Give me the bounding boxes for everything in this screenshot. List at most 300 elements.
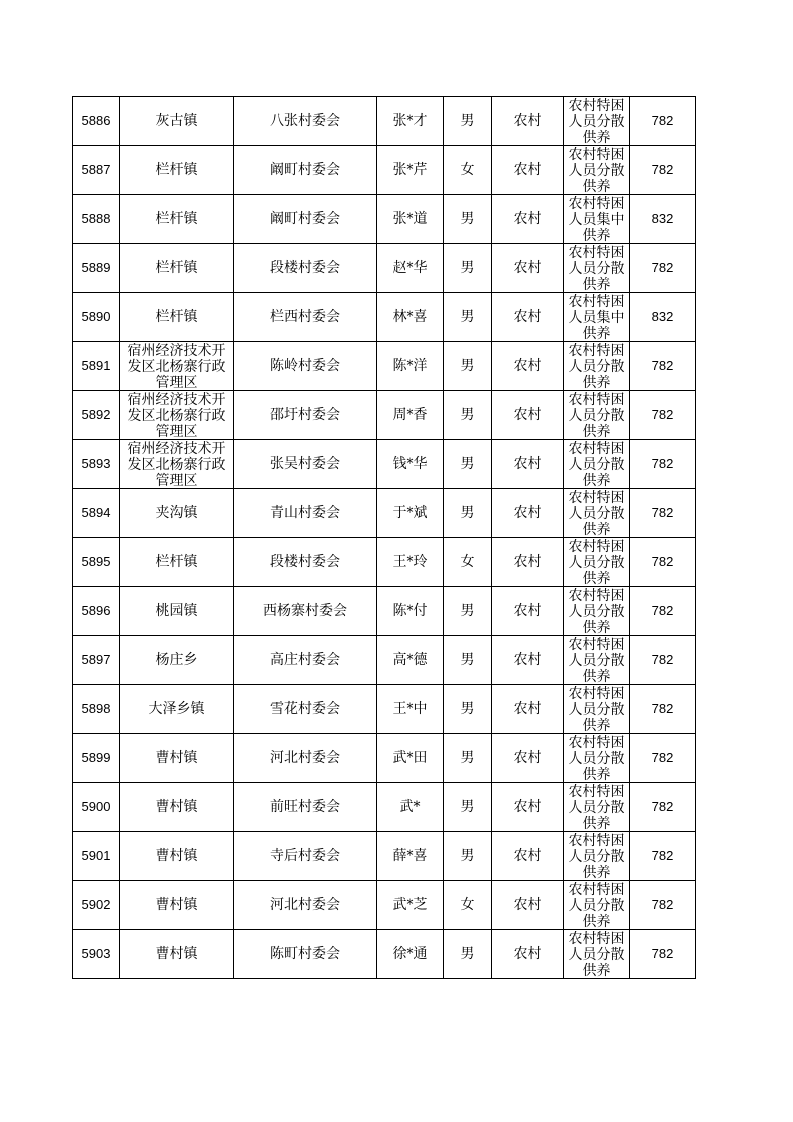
category-cell (564, 342, 630, 391)
name-cell-text: 王*玲 (392, 554, 428, 570)
category-cell (564, 685, 630, 734)
village-cell-text: 河北村委会 (270, 897, 340, 913)
area-cell (492, 244, 564, 293)
id-cell (73, 538, 120, 587)
id-cell-text: 5891 (81, 358, 111, 373)
table-row (73, 489, 696, 538)
table-row (73, 97, 696, 146)
amount-cell (630, 832, 696, 881)
id-cell-text: 5887 (81, 162, 111, 177)
id-cell-text: 5901 (81, 848, 111, 863)
gender-cell (444, 440, 492, 489)
gender-cell-text: 男 (460, 848, 475, 864)
table-row (73, 783, 696, 832)
gender-cell (444, 244, 492, 293)
gender-cell-text: 女 (460, 897, 475, 913)
village-cell (234, 489, 377, 538)
area-cell-text: 农村 (513, 603, 542, 619)
area-cell-text: 农村 (513, 505, 542, 521)
gender-cell-text: 男 (460, 456, 475, 472)
town-cell-text: 曹村镇 (155, 897, 198, 913)
amount-cell-text: 782 (651, 897, 674, 912)
town-cell-text: 曹村镇 (155, 799, 198, 815)
village-cell-text: 八张村委会 (270, 113, 340, 129)
village-cell (234, 832, 377, 881)
gender-cell (444, 636, 492, 685)
area-cell (492, 881, 564, 930)
id-cell (73, 293, 120, 342)
area-cell-text: 农村 (513, 652, 542, 668)
town-cell (120, 685, 234, 734)
area-cell (492, 538, 564, 587)
amount-cell (630, 195, 696, 244)
name-cell-text: 武*田 (392, 750, 428, 766)
amount-cell (630, 391, 696, 440)
amount-cell-text: 782 (651, 162, 674, 177)
category-cell-text: 农村特困人员集中供养 (568, 294, 625, 340)
table-row (73, 587, 696, 636)
amount-cell (630, 881, 696, 930)
name-cell (377, 293, 444, 342)
amount-cell (630, 440, 696, 489)
town-cell-text: 宿州经济技术开发区北杨寨行政管理区 (127, 392, 226, 438)
village-cell-text: 栏西村委会 (270, 309, 340, 325)
gender-cell (444, 587, 492, 636)
table-row (73, 538, 696, 587)
category-cell (564, 636, 630, 685)
table-row (73, 244, 696, 293)
id-cell (73, 832, 120, 881)
amount-cell (630, 734, 696, 783)
category-cell-text: 农村特困人员分散供养 (568, 686, 625, 732)
name-cell (377, 342, 444, 391)
category-cell (564, 734, 630, 783)
category-cell (564, 538, 630, 587)
amount-cell-text: 782 (651, 113, 674, 128)
area-cell-text: 农村 (513, 848, 542, 864)
name-cell-text: 林*喜 (392, 309, 428, 325)
category-cell (564, 489, 630, 538)
name-cell-text: 陈*洋 (392, 358, 428, 374)
gender-cell (444, 391, 492, 440)
id-cell (73, 636, 120, 685)
area-cell-text: 农村 (513, 113, 542, 129)
amount-cell-text: 782 (651, 701, 674, 716)
table-row (73, 832, 696, 881)
town-cell-text: 杨庄乡 (155, 652, 198, 668)
area-cell (492, 195, 564, 244)
category-cell-text: 农村特困人员分散供养 (568, 392, 625, 438)
amount-cell-text: 782 (651, 358, 674, 373)
category-cell-text: 农村特困人员集中供养 (568, 196, 625, 242)
village-cell (234, 97, 377, 146)
amount-cell (630, 930, 696, 979)
village-cell (234, 342, 377, 391)
gender-cell (444, 342, 492, 391)
town-cell-text: 栏杆镇 (155, 554, 198, 570)
town-cell (120, 538, 234, 587)
category-cell (564, 587, 630, 636)
name-cell (377, 587, 444, 636)
id-cell (73, 881, 120, 930)
village-cell (234, 146, 377, 195)
amount-cell-text: 832 (651, 309, 674, 324)
category-cell-text: 农村特困人员分散供养 (568, 882, 625, 928)
town-cell (120, 244, 234, 293)
village-cell (234, 293, 377, 342)
name-cell (377, 146, 444, 195)
category-cell-text: 农村特困人员分散供养 (568, 539, 625, 585)
amount-cell-text: 782 (651, 946, 674, 961)
village-cell-text: 陈岭村委会 (270, 358, 340, 374)
table-row (73, 881, 696, 930)
name-cell (377, 881, 444, 930)
area-cell (492, 489, 564, 538)
area-cell-text: 农村 (513, 211, 542, 227)
category-cell (564, 195, 630, 244)
gender-cell (444, 195, 492, 244)
amount-cell-text: 782 (651, 750, 674, 765)
category-cell-text: 农村特困人员分散供养 (568, 784, 625, 830)
town-cell (120, 146, 234, 195)
gender-cell-text: 男 (460, 750, 475, 766)
amount-cell (630, 783, 696, 832)
village-cell-text: 雪花村委会 (270, 701, 340, 717)
gender-cell-text: 男 (460, 113, 475, 129)
category-cell (564, 97, 630, 146)
record-table (72, 96, 696, 979)
amount-cell-text: 782 (651, 260, 674, 275)
id-cell (73, 97, 120, 146)
category-cell-text: 农村特困人员分散供养 (568, 343, 625, 389)
town-cell-text: 宿州经济技术开发区北杨寨行政管理区 (127, 441, 226, 487)
area-cell-text: 农村 (513, 162, 542, 178)
gender-cell (444, 734, 492, 783)
table-row (73, 391, 696, 440)
gender-cell (444, 489, 492, 538)
town-cell-text: 桃园镇 (155, 603, 198, 619)
id-cell-text: 5899 (81, 750, 111, 765)
village-cell (234, 881, 377, 930)
gender-cell-text: 男 (460, 799, 475, 815)
name-cell (377, 636, 444, 685)
amount-cell (630, 293, 696, 342)
gender-cell-text: 男 (460, 309, 475, 325)
id-cell-text: 5890 (81, 309, 111, 324)
name-cell-text: 赵*华 (392, 260, 428, 276)
category-cell (564, 832, 630, 881)
gender-cell (444, 146, 492, 195)
amount-cell-text: 782 (651, 652, 674, 667)
town-cell-text: 曹村镇 (155, 946, 198, 962)
amount-cell-text: 782 (651, 603, 674, 618)
area-cell-text: 农村 (513, 897, 542, 913)
gender-cell (444, 685, 492, 734)
amount-cell (630, 538, 696, 587)
table-row (73, 440, 696, 489)
gender-cell-text: 男 (460, 211, 475, 227)
area-cell (492, 930, 564, 979)
gender-cell-text: 男 (460, 407, 475, 423)
town-cell (120, 636, 234, 685)
area-cell (492, 440, 564, 489)
amount-cell (630, 636, 696, 685)
town-cell-text: 栏杆镇 (155, 162, 198, 178)
amount-cell (630, 685, 696, 734)
area-cell-text: 农村 (513, 750, 542, 766)
village-cell-text: 高庄村委会 (270, 652, 340, 668)
id-cell-text: 5895 (81, 554, 111, 569)
village-cell-text: 段楼村委会 (270, 260, 340, 276)
id-cell (73, 391, 120, 440)
id-cell (73, 734, 120, 783)
category-cell (564, 293, 630, 342)
area-cell-text: 农村 (513, 701, 542, 717)
village-cell (234, 391, 377, 440)
amount-cell-text: 782 (651, 407, 674, 422)
area-cell (492, 97, 564, 146)
name-cell-text: 王*中 (392, 701, 428, 717)
table-row (73, 636, 696, 685)
town-cell-text: 栏杆镇 (155, 211, 198, 227)
category-cell-text: 农村特困人员分散供养 (568, 931, 625, 977)
area-cell-text: 农村 (513, 260, 542, 276)
village-cell (234, 538, 377, 587)
id-cell-text: 5892 (81, 407, 111, 422)
town-cell-text: 曹村镇 (155, 750, 198, 766)
village-cell-text: 河北村委会 (270, 750, 340, 766)
town-cell (120, 930, 234, 979)
category-cell (564, 391, 630, 440)
name-cell (377, 440, 444, 489)
name-cell (377, 832, 444, 881)
name-cell-text: 周*香 (392, 407, 428, 423)
gender-cell-text: 女 (460, 162, 475, 178)
area-cell-text: 农村 (513, 554, 542, 570)
village-cell-text: 段楼村委会 (270, 554, 340, 570)
village-cell-text: 青山村委会 (270, 505, 340, 521)
category-cell-text: 农村特困人员分散供养 (568, 588, 625, 634)
town-cell (120, 734, 234, 783)
name-cell-text: 张*才 (392, 113, 428, 129)
category-cell (564, 244, 630, 293)
table-row (73, 930, 696, 979)
village-cell-text: 阚町村委会 (270, 211, 340, 227)
amount-cell (630, 587, 696, 636)
town-cell (120, 783, 234, 832)
id-cell-text: 5893 (81, 456, 111, 471)
table-row (73, 685, 696, 734)
id-cell (73, 930, 120, 979)
area-cell (492, 734, 564, 783)
town-cell-text: 夹沟镇 (155, 505, 198, 521)
name-cell (377, 930, 444, 979)
area-cell-text: 农村 (513, 946, 542, 962)
village-cell (234, 930, 377, 979)
id-cell (73, 440, 120, 489)
town-cell (120, 195, 234, 244)
area-cell (492, 587, 564, 636)
name-cell (377, 244, 444, 293)
id-cell-text: 5902 (81, 897, 111, 912)
name-cell (377, 489, 444, 538)
amount-cell-text: 782 (651, 848, 674, 863)
area-cell (492, 342, 564, 391)
id-cell (73, 685, 120, 734)
table-body (73, 97, 696, 979)
id-cell-text: 5886 (81, 113, 111, 128)
town-cell (120, 489, 234, 538)
amount-cell (630, 244, 696, 293)
id-cell (73, 146, 120, 195)
area-cell-text: 农村 (513, 407, 542, 423)
town-cell (120, 342, 234, 391)
gender-cell (444, 293, 492, 342)
gender-cell (444, 881, 492, 930)
category-cell-text: 农村特困人员分散供养 (568, 735, 625, 781)
village-cell (234, 195, 377, 244)
village-cell-text: 西杨寨村委会 (263, 603, 347, 619)
name-cell-text: 徐*通 (392, 946, 428, 962)
village-cell-text: 前旺村委会 (270, 799, 340, 815)
town-cell (120, 587, 234, 636)
table-row (73, 146, 696, 195)
gender-cell (444, 97, 492, 146)
id-cell (73, 489, 120, 538)
area-cell (492, 146, 564, 195)
name-cell-text: 高*德 (392, 652, 428, 668)
id-cell (73, 587, 120, 636)
village-cell-text: 寺后村委会 (270, 848, 340, 864)
id-cell-text: 5889 (81, 260, 111, 275)
name-cell (377, 734, 444, 783)
area-cell (492, 685, 564, 734)
gender-cell-text: 男 (460, 260, 475, 276)
gender-cell-text: 男 (460, 946, 475, 962)
name-cell-text: 武* (399, 799, 421, 815)
category-cell (564, 930, 630, 979)
village-cell (234, 783, 377, 832)
amount-cell (630, 342, 696, 391)
gender-cell-text: 男 (460, 652, 475, 668)
name-cell (377, 538, 444, 587)
village-cell (234, 636, 377, 685)
name-cell (377, 97, 444, 146)
amount-cell (630, 489, 696, 538)
category-cell (564, 783, 630, 832)
category-cell-text: 农村特困人员分散供养 (568, 98, 625, 144)
category-cell-text: 农村特困人员分散供养 (568, 245, 625, 291)
id-cell (73, 195, 120, 244)
category-cell-text: 农村特困人员分散供养 (568, 833, 625, 879)
name-cell (377, 783, 444, 832)
gender-cell-text: 男 (460, 701, 475, 717)
amount-cell-text: 782 (651, 554, 674, 569)
town-cell (120, 881, 234, 930)
area-cell (492, 636, 564, 685)
category-cell (564, 881, 630, 930)
id-cell-text: 5897 (81, 652, 111, 667)
name-cell (377, 195, 444, 244)
name-cell (377, 391, 444, 440)
gender-cell-text: 男 (460, 358, 475, 374)
area-cell (492, 293, 564, 342)
area-cell-text: 农村 (513, 799, 542, 815)
gender-cell (444, 832, 492, 881)
table-row (73, 293, 696, 342)
village-cell-text: 陈町村委会 (270, 946, 340, 962)
town-cell (120, 293, 234, 342)
name-cell-text: 于*斌 (392, 505, 428, 521)
name-cell-text: 钱*华 (392, 456, 428, 472)
id-cell-text: 5894 (81, 505, 111, 520)
area-cell (492, 832, 564, 881)
town-cell-text: 栏杆镇 (155, 309, 198, 325)
village-cell (234, 587, 377, 636)
id-cell-text: 5898 (81, 701, 111, 716)
town-cell-text: 灰古镇 (155, 113, 198, 129)
category-cell-text: 农村特困人员分散供养 (568, 147, 625, 193)
village-cell (234, 685, 377, 734)
name-cell-text: 张*道 (392, 211, 428, 227)
amount-cell-text: 782 (651, 799, 674, 814)
gender-cell (444, 930, 492, 979)
town-cell-text: 曹村镇 (155, 848, 198, 864)
gender-cell (444, 538, 492, 587)
village-cell (234, 244, 377, 293)
table-row (73, 734, 696, 783)
id-cell-text: 5896 (81, 603, 111, 618)
amount-cell (630, 97, 696, 146)
category-cell (564, 146, 630, 195)
town-cell-text: 大泽乡镇 (148, 701, 205, 717)
category-cell (564, 440, 630, 489)
village-cell-text: 阚町村委会 (270, 162, 340, 178)
amount-cell-text: 782 (651, 505, 674, 520)
area-cell (492, 783, 564, 832)
id-cell (73, 244, 120, 293)
category-cell-text: 农村特困人员分散供养 (568, 441, 625, 487)
town-cell (120, 440, 234, 489)
area-cell-text: 农村 (513, 309, 542, 325)
town-cell (120, 391, 234, 440)
id-cell-text: 5888 (81, 211, 111, 226)
town-cell (120, 97, 234, 146)
amount-cell-text: 782 (651, 456, 674, 471)
name-cell-text: 薛*喜 (392, 848, 428, 864)
area-cell (492, 391, 564, 440)
gender-cell-text: 女 (460, 554, 475, 570)
town-cell-text: 栏杆镇 (155, 260, 198, 276)
town-cell (120, 832, 234, 881)
name-cell-text: 陈*付 (392, 603, 428, 619)
table-row (73, 342, 696, 391)
village-cell (234, 440, 377, 489)
name-cell-text: 张*芹 (392, 162, 428, 178)
id-cell (73, 783, 120, 832)
village-cell-text: 张吴村委会 (270, 456, 340, 472)
area-cell-text: 农村 (513, 358, 542, 374)
name-cell-text: 武*芝 (392, 897, 428, 913)
category-cell-text: 农村特困人员分散供养 (568, 490, 625, 536)
gender-cell (444, 783, 492, 832)
amount-cell (630, 146, 696, 195)
id-cell-text: 5903 (81, 946, 111, 961)
name-cell (377, 685, 444, 734)
amount-cell-text: 832 (651, 211, 674, 226)
village-cell-text: 邵圩村委会 (270, 407, 340, 423)
category-cell-text: 农村特困人员分散供养 (568, 637, 625, 683)
